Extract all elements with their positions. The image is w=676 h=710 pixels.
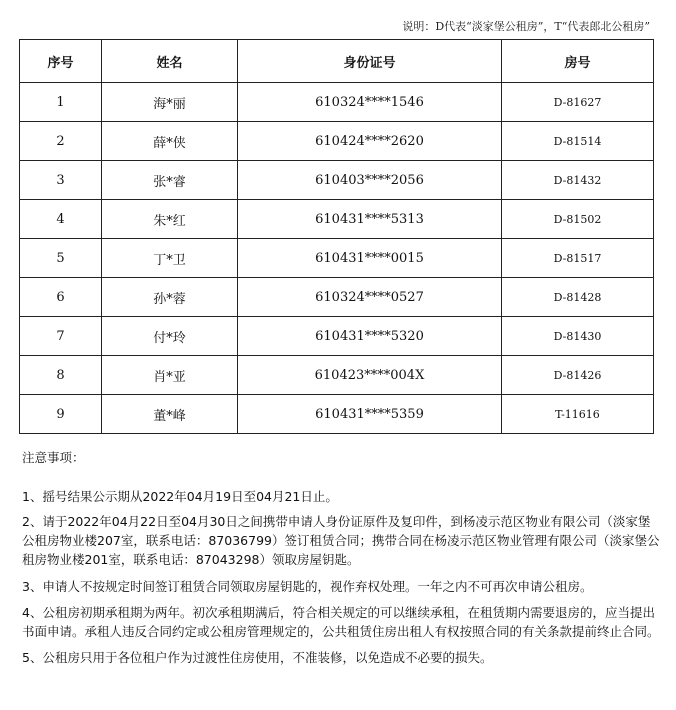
cell-room: T-11616 xyxy=(502,395,654,434)
header-id-number: 身份证号 xyxy=(238,40,502,83)
cell-room: D-81432 xyxy=(502,161,654,200)
cell-id-number: 610423****004X xyxy=(238,356,502,395)
cell-index: 9 xyxy=(20,395,102,434)
cell-id-number: 610431****5320 xyxy=(238,317,502,356)
cell-name: 董*峰 xyxy=(102,395,238,434)
table-row xyxy=(20,317,654,356)
table-row xyxy=(20,83,654,122)
cell-index: 8 xyxy=(20,356,102,395)
cell-index: 5 xyxy=(20,239,102,278)
cell-name: 薛*侠 xyxy=(102,122,238,161)
cell-name: 张*睿 xyxy=(102,161,238,200)
table-row xyxy=(20,200,654,239)
note-item: 4、公租房初期承租期为两年。初次承租期满后，符合相关规定的可以继续承租，在租赁期内需要退房的，应当提出书面申请。承租人违反合同约定或公租房管理规定的，公共租赁住房出租人有权按照合同的有关条款提前终止合同。 xyxy=(22,605,660,639)
allocation-table xyxy=(19,39,654,434)
cell-id-number: 610431****0015 xyxy=(238,239,502,278)
cell-id-number: 610403****2056 xyxy=(238,161,502,200)
notes-title: 注意事项： xyxy=(22,450,85,465)
notes-section xyxy=(22,448,662,667)
cell-name: 肖*亚 xyxy=(102,356,238,395)
legend-note: 说明：D代表“淡家堡公租房”，T“代表郎北公租房” xyxy=(402,20,650,33)
note-item: 5、公租房只用于各位租户作为过渡性住房使用，不准装修，以免造成不必要的损失。 xyxy=(22,650,493,665)
cell-index: 4 xyxy=(20,200,102,239)
table-header-row xyxy=(20,40,654,83)
cell-id-number: 610324****0527 xyxy=(238,278,502,317)
table-row xyxy=(20,278,654,317)
cell-index: 1 xyxy=(20,83,102,122)
table-row xyxy=(20,161,654,200)
cell-id-number: 610431****5313 xyxy=(238,200,502,239)
cell-room: D-81514 xyxy=(502,122,654,161)
cell-name: 丁*卫 xyxy=(102,239,238,278)
cell-index: 6 xyxy=(20,278,102,317)
header-room: 房号 xyxy=(502,40,654,83)
cell-room: D-81502 xyxy=(502,200,654,239)
cell-id-number: 610324****1546 xyxy=(238,83,502,122)
cell-name: 海*丽 xyxy=(102,83,238,122)
note-item: 2、请于2022年04月22日至04月30日之间携带申请人身份证原件及复印件，到杨凌示范区物业有限公司（淡家堡公租房物业楼207室，联系电话：87036799）签订租赁合同；携带合同在杨凌示范区物业管理有限公司（淡家堡公租房物业楼201室，联系电话：87043298）领取房屋钥匙。 xyxy=(22,514,660,567)
cell-index: 2 xyxy=(20,122,102,161)
cell-room: D-81426 xyxy=(502,356,654,395)
cell-room: D-81428 xyxy=(502,278,654,317)
cell-name: 孙*蓉 xyxy=(102,278,238,317)
cell-room: D-81430 xyxy=(502,317,654,356)
note-item: 1、摇号结果公示期从2022年04月19日至04月21日止。 xyxy=(22,489,338,504)
note-item: 3、申请人不按规定时间签订租赁合同领取房屋钥匙的，视作弃权处理。一年之内不可再次申请公租房。 xyxy=(22,579,593,594)
cell-room: D-81627 xyxy=(502,83,654,122)
table-row xyxy=(20,356,654,395)
cell-room: D-81517 xyxy=(502,239,654,278)
cell-name: 付*玲 xyxy=(102,317,238,356)
cell-index: 7 xyxy=(20,317,102,356)
table-row xyxy=(20,239,654,278)
header-name: 姓名 xyxy=(102,40,238,83)
cell-id-number: 610431****5359 xyxy=(238,395,502,434)
cell-index: 3 xyxy=(20,161,102,200)
cell-name: 朱*红 xyxy=(102,200,238,239)
table-row xyxy=(20,122,654,161)
header-index: 序号 xyxy=(20,40,102,83)
table-row xyxy=(20,395,654,434)
cell-id-number: 610424****2620 xyxy=(238,122,502,161)
